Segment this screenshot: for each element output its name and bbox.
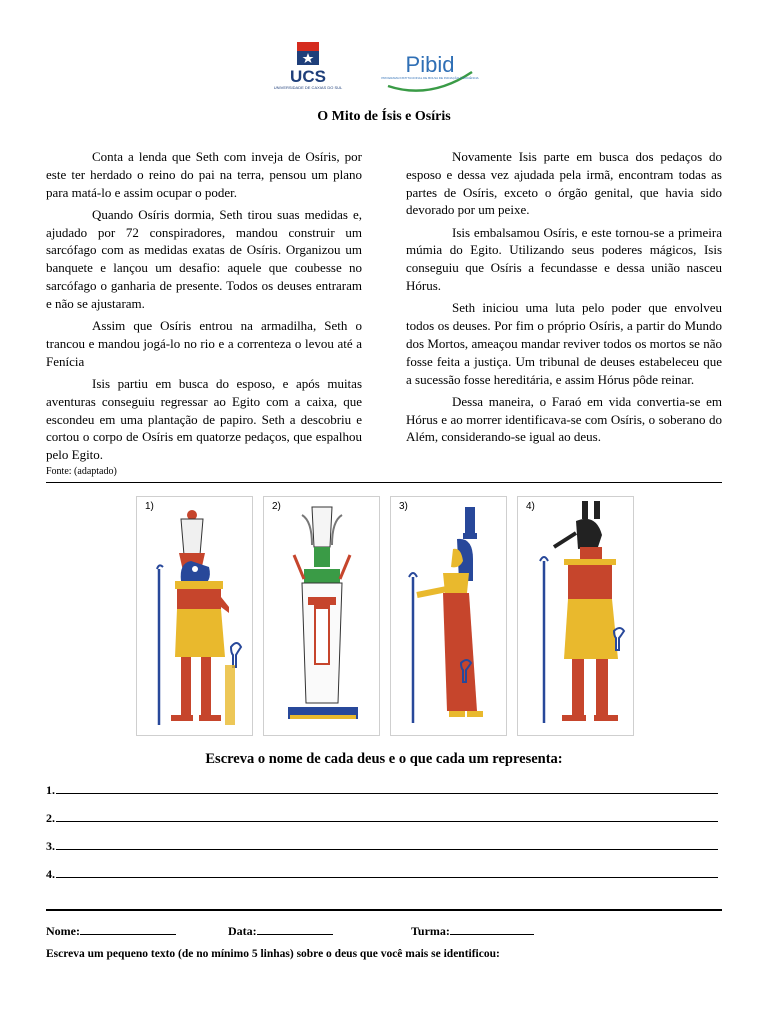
left-text-column [46,148,362,469]
answer-blank[interactable] [56,810,718,822]
paragraph: Novamente Isis parte em busca dos pedaços do esposo e dessa vez ajudada pela irmã, encontram todas as partes de Osíris, exceto o órgão genital, que havia sido devorado por um peixe. [406,149,722,218]
answer-blank[interactable] [56,782,718,794]
question-heading: Escreva o nome de cada deus e o que cada um representa: [205,751,563,767]
figure-number: 1) [145,501,154,512]
answer-number: 4. [46,867,55,881]
paragraph: Conta a lenda que Seth com inveja de Osíris, por este ter herdado o reino do pai na terra, pensou um plano para matá-lo e assim ocupar o poder. [46,149,362,200]
class-blank[interactable] [450,923,534,935]
figure-card-3 [390,496,507,736]
divider [46,909,722,911]
ucs-logo-subtitle: UNIVERSIDADE DE CAXIAS DO SUL [273,85,343,90]
date-label: Data: [228,924,257,938]
figure-number: 2) [272,501,281,512]
name-blank[interactable] [80,923,176,935]
class-label: Turma: [411,924,450,938]
answer-line-3[interactable] [46,838,722,854]
answer-blank[interactable] [56,838,718,850]
goddess-icon [391,497,508,737]
mummified-god-icon [264,497,381,737]
paragraph: Isis partiu em busca do esposo, e após muitas aventuras conseguiu regressar ao Egito com a caixa, que escondeu em uma plantação de papiro. Seth a descobriu e cortou o corpo de Osíris em quatorze pedaços, que espalhou pelo Egito. [46,376,362,463]
answer-line-2[interactable] [46,810,722,826]
pibid-logo-subtitle: PROGRAMA INSTITUCIONAL DE BOLSA DE INICIAÇÃO À DOCÊNCIA [381,76,479,80]
divider [46,482,722,483]
figure-card-4 [517,496,634,736]
document-title: O Mito de Ísis e Osíris [317,109,451,124]
class-field[interactable] [411,923,534,939]
paragraph: Quando Osíris dormia, Seth tirou suas medidas e, ajudado por 72 conspiradores, mandou construir um sarcófago com as medidas exatas de Osíris. Organizou um banquete e lançou um desafio: aquele que coubesse no sarcófago o ganharia de presente. Todos os deuses entraram e não se ajustaram. [46,206,362,311]
writing-prompt: Escreva um pequeno texto (de no mínimo 5 linhas) sobre o deus que você mais se identificou: [46,948,500,960]
figure-number: 4) [526,501,535,512]
paragraph: Dessa maneira, o Faraó em vida convertia-se em Hórus e ao morrer identificava-se com Osíris, o soberano do Além, considerando-se igual ao deus. [406,393,722,445]
answer-number: 1. [46,783,55,797]
paragraph: Assim que Osíris entrou na armadilha, Seth o trancou e mandou jogá-lo no rio e a correnteza o levou até a Fenícia [46,318,362,369]
animal-headed-god-icon [518,497,635,737]
date-field[interactable] [228,923,333,939]
figure-number: 3) [399,501,408,512]
right-text-column [406,148,722,451]
answer-line-1[interactable] [46,782,722,798]
figure-card-2 [263,496,380,736]
date-blank[interactable] [257,923,333,935]
name-field[interactable] [46,923,176,939]
name-label: Nome: [46,924,80,938]
paragraph: Seth iniciou uma luta pelo poder que envolveu todos os deuses. Por fim o próprio Osíris, a partir do Mundo dos Mortos, ameaçou mandar reviver todos os mortos se não fosse feita a justiça. Um tribunal de deuses estabeleceu que a sucessão fosse hereditária, e assim Hórus pôde reinar. [406,300,722,387]
figure-card-1 [136,496,253,736]
gods-gallery [136,496,640,736]
answer-line-4[interactable] [46,866,722,882]
answer-number: 3. [46,839,55,853]
ucs-logo [273,40,343,96]
ucs-logo-text: UCS [290,67,326,86]
answer-blank[interactable] [56,866,718,878]
paragraph: Isis embalsamou Osíris, e este tornou-se a primeira múmia do Egito. Utilizando seus poderes mágicos, Isis conseguiu que Osíris a fecundasse e dessa união nasceu Hórus. [406,224,722,294]
answer-number: 2. [46,811,55,825]
falcon-headed-god-icon [137,497,254,737]
pibid-logo-text: Pibid [405,52,455,77]
header-logos [273,40,480,98]
source-note: Fonte: (adaptado) [46,466,117,477]
pibid-logo [380,46,480,94]
